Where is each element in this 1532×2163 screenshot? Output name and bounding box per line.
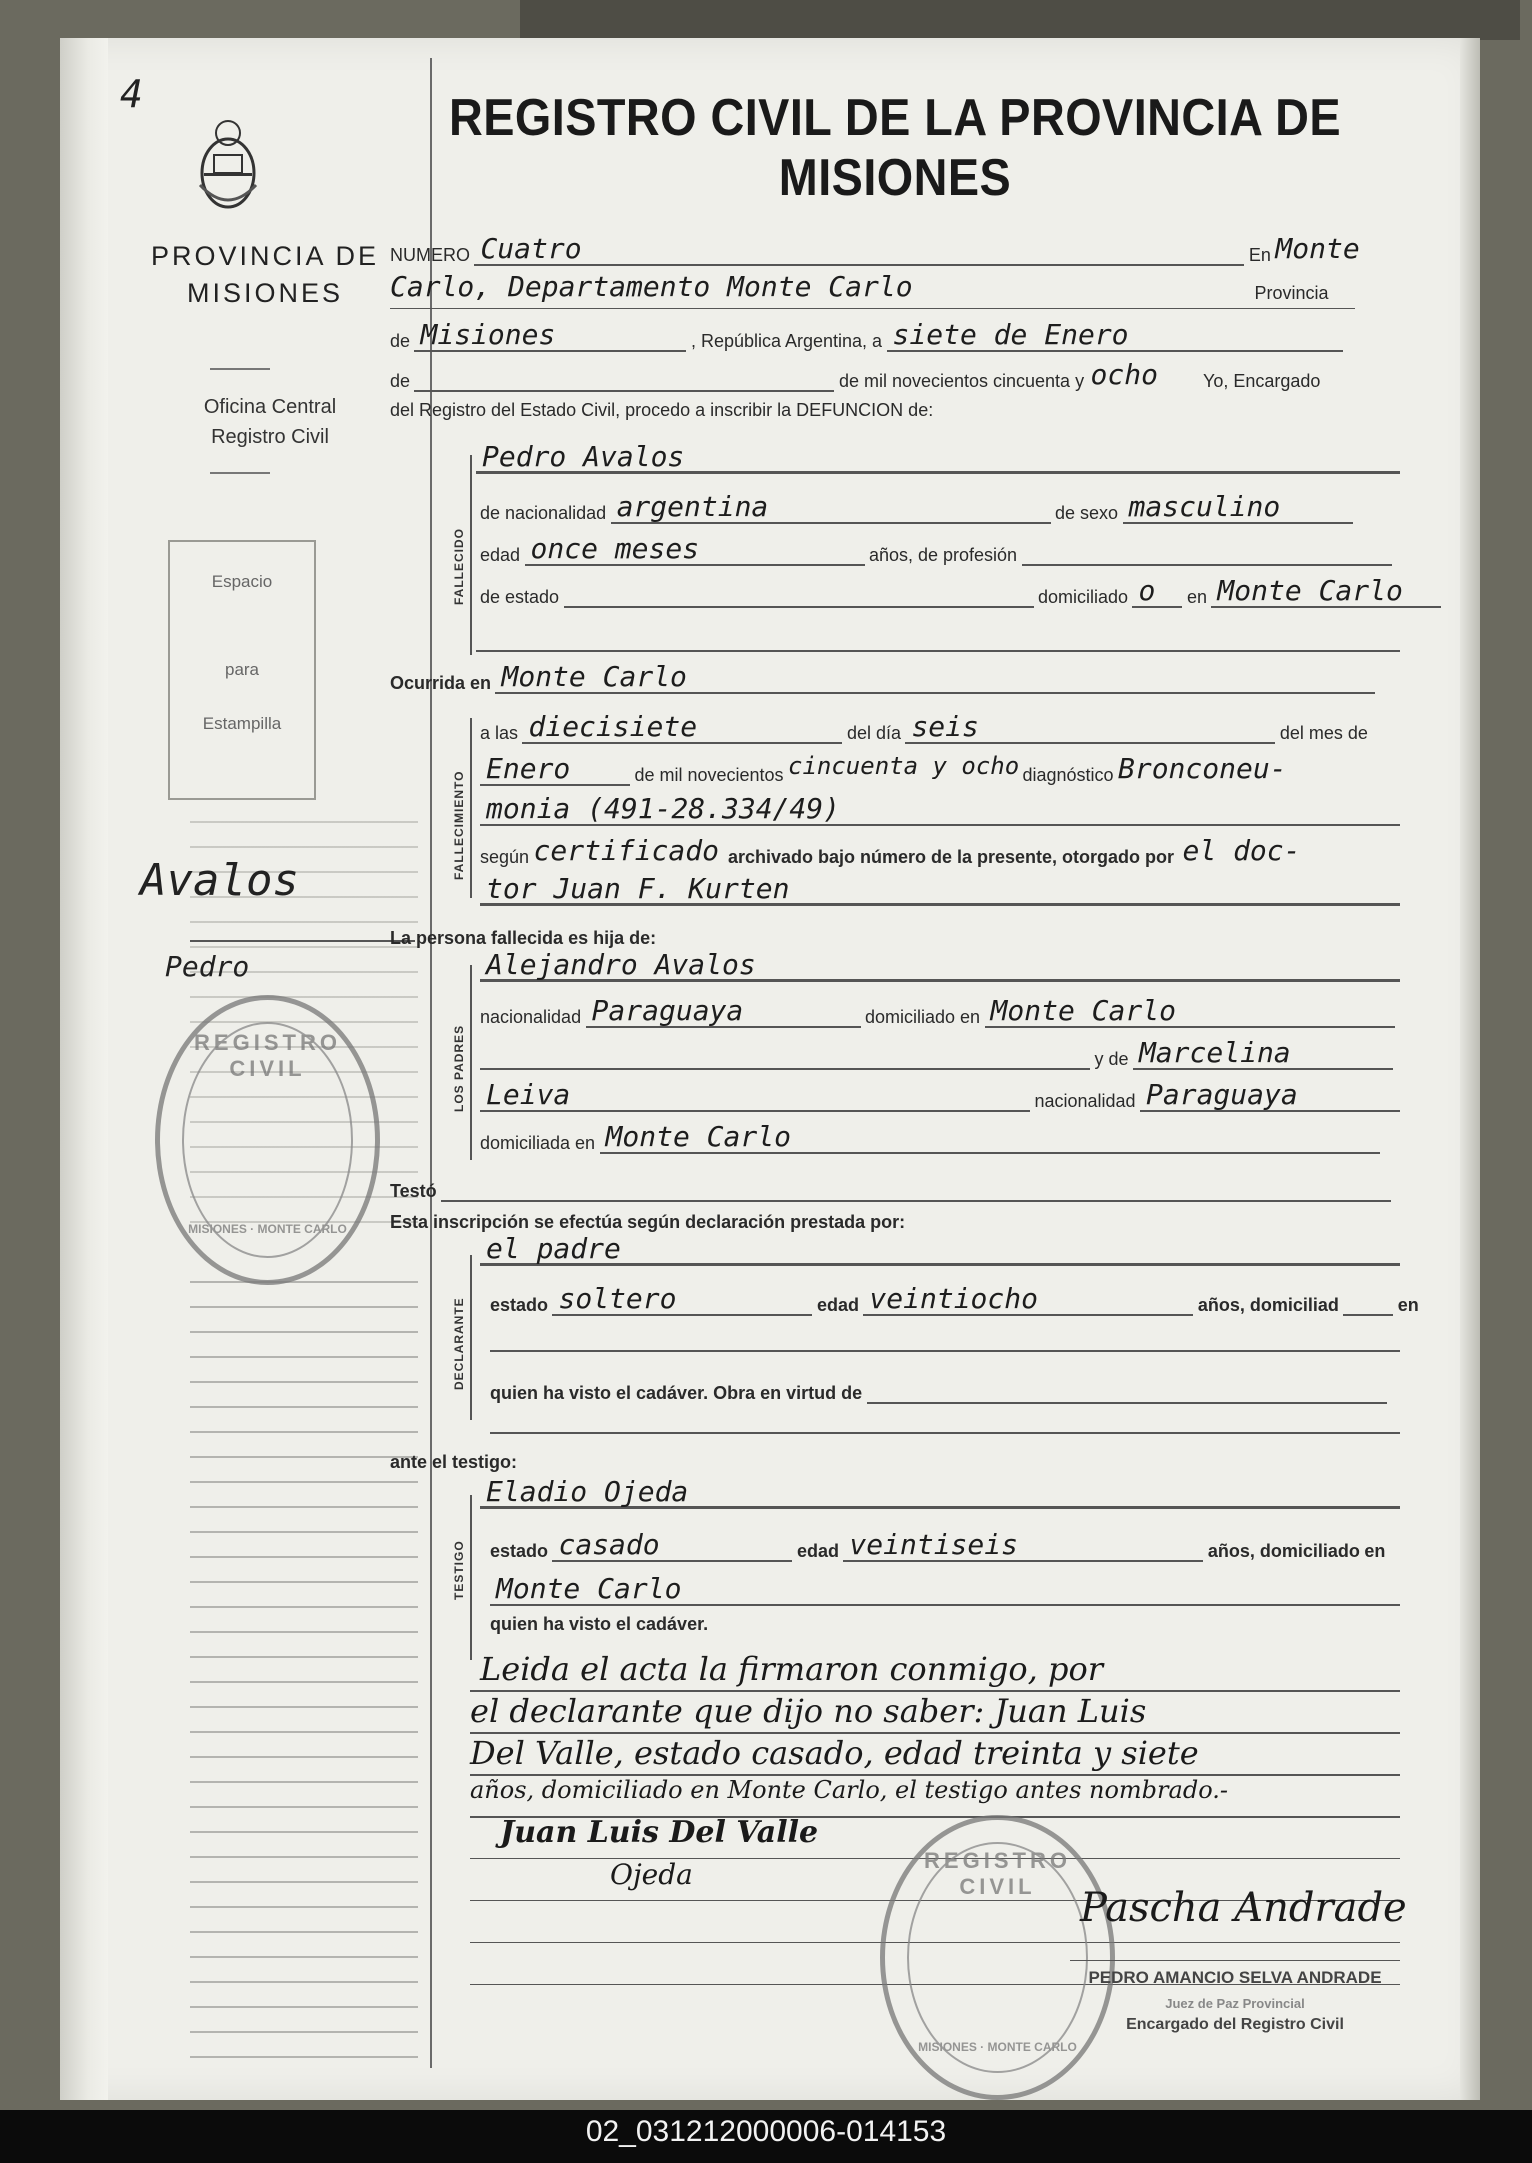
label-del-dia: del día [846,723,901,743]
row-quien-cadaver [490,1614,1400,1654]
province-line-1: PROVINCIA DE [150,241,380,271]
label-quien-cadaver: quien ha visto el cadáver. [490,1614,709,1634]
rule [390,308,1355,309]
row-provincia [390,318,1400,358]
field-declarante-estado: soltero [552,1282,812,1316]
field-padre-domicilio: Monte Carlo [985,994,1395,1028]
field-ocurrida: Monte Carlo [495,660,1375,694]
label-provincia: Provincia [1254,283,1329,303]
field-padre-nacionalidad: Paraguaya [586,994,861,1028]
field-madre-domicilio: Monte Carlo [600,1120,1380,1154]
row-testo [390,1168,1400,1208]
row-madre [480,1036,1400,1076]
row-numero [390,232,1400,272]
page-edge [1460,38,1480,2100]
civil-registry-seal-2 [880,1815,1115,2100]
field-madre-nacionalidad: Paraguaya [1140,1078,1400,1112]
section-label-declarante: DECLARANTE [452,1297,466,1390]
field-obra [867,1370,1387,1404]
field-testigo-domicilio: Monte Carlo [490,1572,1400,1606]
field-fecha: siete de Enero [887,318,1343,352]
label-en: en [1364,1541,1386,1561]
row-testigo-datos [490,1528,1400,1568]
row-nacionalidad [480,490,1400,530]
stamp-space-label-3: Estampilla [202,714,282,733]
divider-dash [210,368,270,370]
label-archivado: archivado bajo número de la presente, otorgado por [727,847,1175,867]
officer-name: PEDRO AMANCIO SELVA ANDRADE [1088,1968,1382,1987]
field-testigo-edad: veintiseis [843,1528,1203,1562]
label-de: de [390,331,411,351]
image-id-caption: 02_031212000006-014153 [585,2115,947,2148]
field-numero: Cuatro [474,232,1244,266]
row-mes [480,752,1400,792]
signature-line [1070,1960,1400,1961]
stamp-space-label-2: para [224,660,260,679]
section-bracket-testigo [470,1495,472,1660]
label-domiciliado: domiciliado [1037,587,1129,607]
section-label-padres: LOS PADRES [452,1024,466,1112]
field-declarante-edad: veintiocho [863,1282,1193,1316]
stamp-space-label-1: Espacio [211,572,273,591]
page-number: 4 [120,72,143,116]
field-provincia: Misiones [414,318,686,352]
office-line-2: Registro Civil [211,426,329,448]
section-bracket-declarante [470,1255,472,1420]
closing-line-1: Leida el acta la firmaron conmigo, por [480,1650,1104,1688]
field-segun: certificado [533,834,719,867]
field-declarante-domicilio [1343,1282,1393,1316]
label-yo-encargado: Yo, Encargado [1202,371,1321,391]
document-title: REGISTRO CIVIL DE LA PROVINCIA DE MISIONES [448,89,1342,207]
field-mes: Enero [480,752,630,786]
closing-line-3: Del Valle, estado casado, edad treinta y siete [470,1734,1199,1772]
label-nacionalidad: de nacionalidad [480,503,607,523]
row-otorgado [480,872,1400,912]
row-lugar [390,270,1400,310]
closing-line-4: años, domiciliado en Monte Carlo, el testigo antes nombrado.- [470,1776,1228,1804]
section-bracket-fallecido [470,455,472,655]
section-label-fallecido: FALLECIDO [452,528,466,605]
field-nombre: Pedro Avalos [476,440,1400,474]
civil-registry-seal [155,995,380,1285]
label-anos-domiciliado: años, domiciliado [1207,1541,1360,1561]
section-bracket-padres [470,965,472,1160]
label-nacionalidad: nacionalidad [1034,1091,1136,1111]
row-del-registro [390,400,1400,440]
row-madre-domicilio [480,1120,1400,1160]
section-label-fallecimiento: FALLECIMIENTO [452,770,466,880]
row-declarante [480,1232,1400,1272]
margin-ruled-lines [190,1258,418,2058]
label-y-de: y de [1094,1049,1129,1069]
field-en: Monte [1275,232,1360,265]
label-inscripcion: Esta inscripción se efectúa según declaración prestada por: [390,1212,906,1232]
label-en: en [1186,587,1207,607]
office-line-1: Oficina Central [203,396,337,418]
label-del-registro: del Registro del Estado Civil, procedo a inscribir la DEFUNCION de: [390,400,934,420]
label-edad: edad [480,545,521,565]
field-ano-suffix: ocho [1090,358,1158,391]
field-blank-de [414,358,834,392]
label-edad: edad [796,1541,839,1561]
row-madre-datos [480,1078,1400,1118]
section-label-testigo: TESTIGO [452,1540,466,1600]
rule [490,1350,1400,1352]
field-testigo: Eladio Ojeda [480,1475,1400,1509]
row-nombre [476,440,1400,480]
label-del-mes: del mes de [1279,723,1368,743]
national-coat-of-arms-icon [190,115,266,215]
margin-surname: Avalos [140,855,299,906]
label-en: En [1248,245,1271,265]
row-declarante-datos [490,1282,1419,1322]
label-estado: estado [490,1295,549,1315]
field-madre-nombre: Marcelina [1133,1036,1393,1070]
label-a-las: a las [480,723,519,743]
field-dia: seis [905,710,1275,744]
seal-text-2: REGISTRO CIVIL [924,1848,1071,1899]
field-edad: once meses [525,532,865,566]
label-de-mil-novecientos: de mil novecientos [634,765,784,785]
field-diagnostico-2: monia (491-28.334/49) [480,792,1400,826]
label-anos-profesion: años, de profesión [868,545,1018,565]
label-hija-de: La persona fallecida es hija de: [390,928,657,948]
label-quien-cadaver-obra: quien ha visto el cadáver. Obra en virtud de [490,1383,863,1403]
field-domiciliado-o: o [1132,574,1182,608]
field-ano: cincuenta y ocho [788,752,1020,780]
field-nacionalidad: argentina [611,490,1051,524]
stamp-space-box [168,540,316,800]
label-domiciliado-en: domiciliado en [865,1007,981,1027]
page-binding [60,38,108,2100]
margin-name-underline [190,940,415,942]
row-estado [480,574,1403,614]
seal-text: REGISTRO CIVIL [194,1030,341,1081]
signature-ojeda: Ojeda [610,1858,693,1891]
row-segun [480,834,1400,874]
section-bracket-fallecimiento [470,718,472,898]
field-domicilio: Monte Carlo [1211,574,1441,608]
label-nacionalidad: nacionalidad [480,1007,582,1027]
field-sexo: masculino [1123,490,1353,524]
label-domiciliada-en: domiciliada en [480,1133,596,1153]
label-segun: según [480,847,530,867]
label-anos-domiciliad: años, domiciliad [1197,1295,1339,1315]
field-hora: diecisiete [522,710,842,744]
label-mil-novecientos-cincuenta: de mil novecientos cincuenta y [838,371,1085,391]
row-padre [480,948,1400,988]
field-testo [441,1168,1391,1202]
row-cadaver-obra [490,1370,1400,1410]
closing-line-2: el declarante que dijo no saber: Juan Luis [470,1692,1147,1730]
field-blank-padre [480,1036,1090,1070]
field-profesion [1022,532,1392,566]
label-testo: Testó [390,1181,437,1201]
field-estado-civil [564,574,1034,608]
row-testigo-domicilio [490,1572,1400,1612]
row-ano [390,358,1400,398]
officer-role-1: Juez de Paz Provincial [1165,1996,1305,2011]
label-ocurrida: Ocurrida en [390,673,492,693]
officer-role-2: Encargado del Registro Civil [1126,2016,1344,2033]
signature-officer: Pascha Andrade [1080,1885,1407,1931]
label-ante-testigo: ante el testigo: [390,1452,518,1472]
label-estado: estado [490,1541,549,1561]
row-diagnostico [480,792,1400,832]
province-line-2: MISIONES [186,278,344,308]
field-testigo-estado: casado [552,1528,792,1562]
label-republica: , República Argentina, a [690,331,883,351]
label-numero: NUMERO [390,245,470,265]
row-padre-datos [480,994,1400,1034]
row-hora [480,710,1400,750]
rule [476,650,1400,652]
label-diagnostico: diagnóstico [1022,765,1114,785]
divider-dash [210,472,270,474]
field-otorgado-1: el doc- [1182,834,1301,867]
province-name [110,238,420,312]
label-de-2: de [390,371,411,391]
book-cover-top [520,0,1520,40]
label-sexo: de sexo [1055,503,1119,523]
field-madre-apellido: Leiva [480,1078,1030,1112]
label-de-estado: de estado [480,587,560,607]
field-padre: Alejandro Avalos [480,948,1400,982]
field-otorgado-2: tor Juan F. Kurten [480,872,1400,906]
row-ocurrida [390,660,1400,700]
row-testigo [480,1475,1400,1515]
field-diagnostico-1: Bronconeu- [1117,752,1287,785]
label-edad: edad [816,1295,859,1315]
seal-subtext: MISIONES · MONTE CARLO [188,1222,347,1236]
field-lugar: Carlo, Departamento Monte Carlo [390,270,913,303]
office-name [140,392,400,452]
seal-subtext-2: MISIONES · MONTE CARLO [918,2040,1077,2054]
row-edad [480,532,1400,572]
field-declarante: el padre [480,1232,1400,1266]
rule [490,1432,1400,1434]
signature-witness: Juan Luis Del Valle [500,1815,819,1850]
label-en: en [1397,1295,1419,1315]
margin-given-name: Pedro [165,950,250,983]
